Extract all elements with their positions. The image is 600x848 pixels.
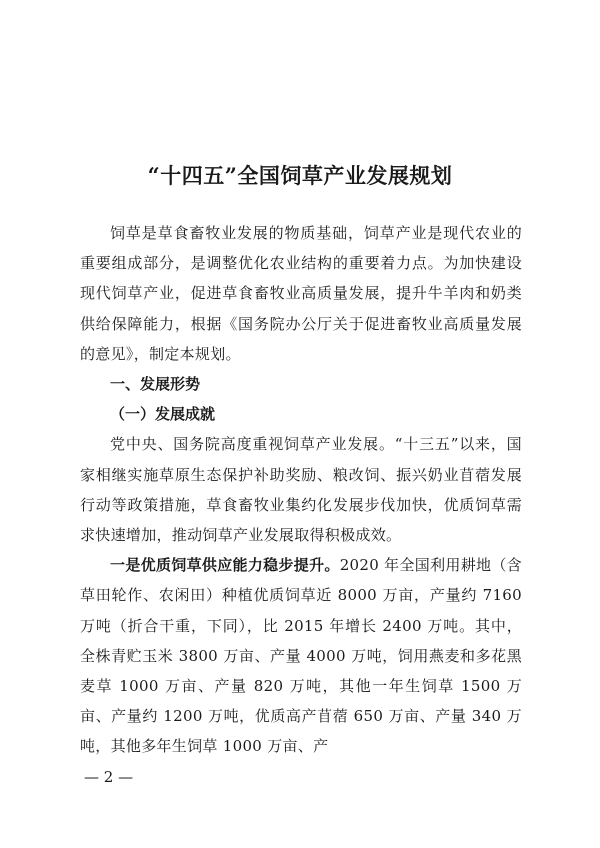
intro-paragraph: 饲草是草食畜牧业发展的物质基础，饲草产业是现代农业的重要组成部分，是调整优化农业结构的重要着力点。为加快建设现代饲草产业，促进草食畜牧业高质量发展，提升牛羊肉和奶类供给保障能力，根据《国务院办公厅关于促进畜牧业高质量发展的意见》，制定本规划。 (80, 224, 522, 363)
supply-body-text: 2020 年全国利用耕地（含草田轮作、农闲田）种植优质饲草近 8000 万亩，产量约 7160 万吨（折合干重，下同），比 2015 年增长 2400 万吨。其中，全株青贮玉米 3800 万亩、产量 4000 万吨，饲用燕麦和多花黑麦草 1000 万亩、产量 820 万吨，其他一年生饲草 1500 万亩、产量约 1200 万吨，优质高产苜蓿 650 万亩、产量 340 万吨，其他多年生饲草 1000 万亩、产 (80, 556, 522, 756)
document-body (80, 218, 522, 762)
achievement-paragraph: 党中央、国务院高度重视饲草产业发展。“十三五”以来，国家相继实施草原生态保护补助奖励、粮改饲、振兴奶业苜蓿发展行动等政策措施，草食畜牧业集约化发展步伐加快，优质饲草需求快速增加，推动饲草产业发展取得积极成效。 (80, 435, 522, 545)
document-title: “十四五”全国饲草产业发展规划 (147, 163, 453, 188)
section-heading: 一、发展形势 (110, 375, 201, 394)
subsection-heading: （一）发展成就 (110, 405, 216, 424)
page-number: — 2 — (84, 768, 134, 786)
supply-paragraph (80, 550, 522, 761)
supply-lead-text: 一是优质饲草供应能力稳步提升。 (110, 556, 340, 575)
